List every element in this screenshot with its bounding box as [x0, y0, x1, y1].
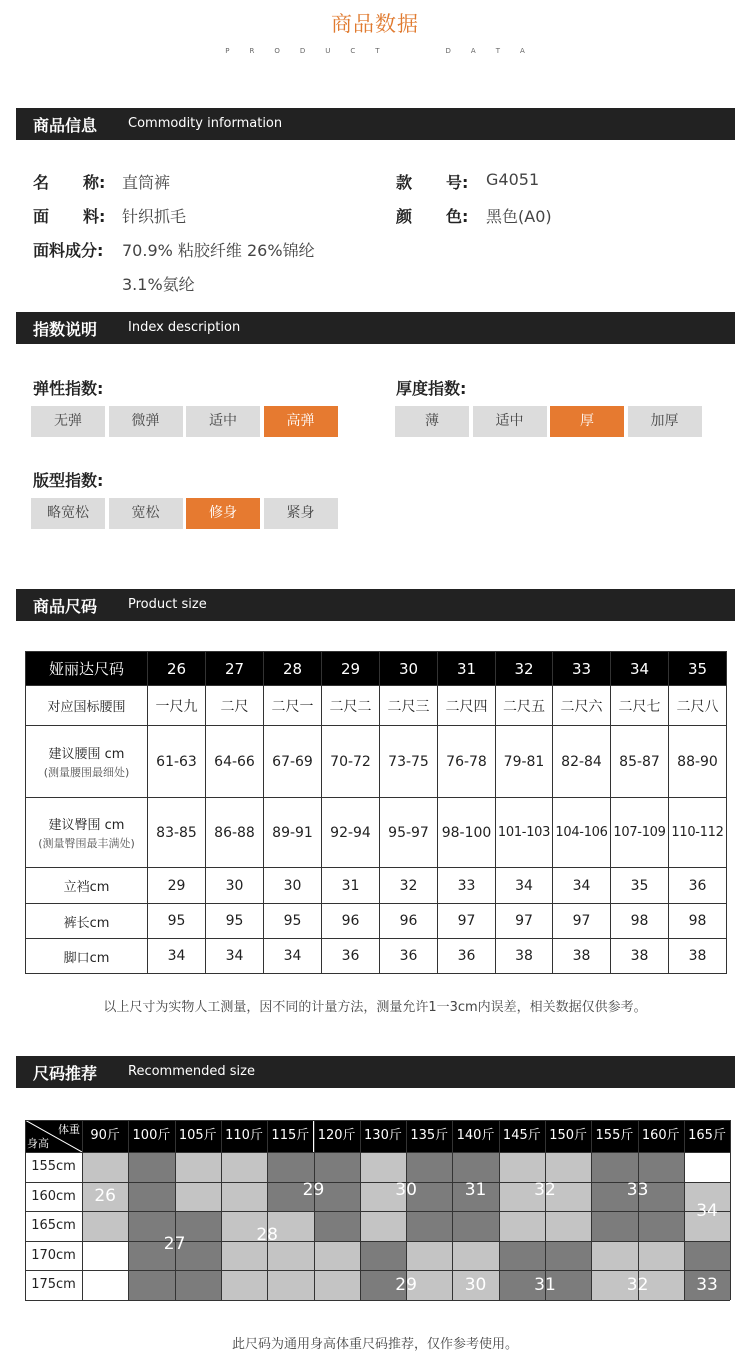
weight-header: 160斤	[638, 1120, 684, 1152]
grid-cell	[406, 1211, 453, 1241]
grid-cell	[452, 1152, 499, 1182]
size-table-cell: 一尺九	[148, 686, 206, 726]
size-table-cell: 36	[669, 868, 727, 904]
size-table-cell: 97	[496, 904, 553, 939]
size-table-header-cell: 29	[322, 652, 380, 686]
size-table-cell: 85-87	[611, 726, 669, 798]
elasticity-option: 无弹	[31, 406, 105, 437]
grid-line	[221, 1120, 222, 1300]
size-table-cell: 86-88	[206, 798, 264, 868]
section-title-en: Index description	[128, 320, 241, 335]
grid-line	[25, 1241, 730, 1242]
size-table-row-label: 裤长cm	[26, 904, 148, 939]
size-table-cell: 31	[322, 868, 380, 904]
grid-cell	[638, 1152, 685, 1182]
size-table-row-label: 脚口cm	[26, 939, 148, 974]
size-table-cell: 38	[553, 939, 611, 974]
size-table-cell: 32	[380, 868, 438, 904]
composition-label: 面料成分:	[33, 241, 104, 260]
composition-value-line1: 70.9% 粘胶纤维 26%锦纶	[122, 241, 315, 260]
section-title-zh: 指数说明	[33, 320, 98, 339]
weight-header: 140斤	[452, 1120, 498, 1152]
size-table-header-cell: 34	[611, 652, 669, 686]
grid-cell	[360, 1211, 407, 1241]
name-value: 直筒裤	[122, 173, 171, 192]
elasticity-title: 弹性指数:	[33, 379, 104, 398]
fit-option: 紧身	[264, 498, 338, 529]
grid-line	[638, 1120, 639, 1300]
weight-header: 135斤	[406, 1120, 452, 1152]
size-table-header-cell: 32	[496, 652, 553, 686]
section-title-en: Recommended size	[128, 1064, 255, 1079]
size-table-cell: 30	[206, 868, 264, 904]
size-table-row-label: 建议臀围 cm (测量臀围最丰满处)	[26, 798, 148, 868]
size-table-cell: 97	[438, 904, 496, 939]
fit-option: 略宽松	[31, 498, 105, 529]
grid-cell	[545, 1211, 592, 1241]
size-table-cell: 88-90	[669, 726, 727, 798]
size-table-cell: 107-109	[611, 798, 669, 868]
height-label: 175cm	[25, 1270, 82, 1300]
thickness-option: 加厚	[628, 406, 702, 437]
size-table-cell: 67-69	[264, 726, 322, 798]
grid-cell	[499, 1211, 546, 1241]
grid-cell	[221, 1152, 268, 1182]
size-table-header-cell: 28	[264, 652, 322, 686]
grid-cell	[314, 1270, 361, 1300]
grid-cell	[82, 1152, 129, 1182]
size-table-cell: 36	[438, 939, 496, 974]
section-header-recommend	[16, 1056, 735, 1088]
size-table	[25, 651, 727, 974]
section-title-zh: 尺码推荐	[33, 1064, 98, 1083]
grid-cell	[499, 1152, 546, 1182]
height-label: 155cm	[25, 1152, 82, 1182]
recommended-size-label: 30	[395, 1180, 417, 1201]
recommended-size-label: 32	[534, 1180, 556, 1201]
recommended-size-label: 27	[163, 1233, 186, 1254]
size-table-cell: 34	[206, 939, 264, 974]
grid-cell	[499, 1241, 546, 1271]
size-table-cell: 34	[553, 868, 611, 904]
size-table-cell: 76-78	[438, 726, 496, 798]
size-table-header-cell: 娅丽达尺码	[26, 652, 148, 686]
recommended-size-label: 33	[696, 1275, 718, 1296]
corner-weight-label: 体重	[58, 1123, 80, 1136]
subtitle-letter: D	[299, 47, 306, 55]
grid-cell	[267, 1270, 314, 1300]
size-table-cell: 36	[322, 939, 380, 974]
recommended-size-label: 26	[94, 1186, 116, 1207]
size-table-cell: 38	[496, 939, 553, 974]
size-table-cell: 82-84	[553, 726, 611, 798]
grid-line	[25, 1152, 730, 1153]
size-table-row-label: 对应国标腰围	[26, 686, 148, 726]
size-table-cell: 二尺二	[322, 686, 380, 726]
fit-option: 修身	[186, 498, 260, 529]
subtitle-letter: R	[249, 47, 255, 55]
grid-line	[267, 1120, 268, 1300]
grid-cell	[267, 1152, 314, 1182]
size-table-cell: 二尺	[206, 686, 264, 726]
grid-cell	[267, 1241, 314, 1271]
subtitle-letter: D	[445, 47, 451, 55]
size-table-cell: 97	[553, 904, 611, 939]
size-table-cell: 73-75	[380, 726, 438, 798]
size-table-cell: 29	[148, 868, 206, 904]
subtitle-letter: A	[470, 47, 476, 55]
size-table-cell: 95	[264, 904, 322, 939]
grid-cell	[128, 1182, 175, 1212]
grid-cell	[684, 1241, 731, 1271]
subtitle-letter: O	[274, 47, 280, 55]
grid-cell	[128, 1152, 175, 1182]
thickness-title: 厚度指数:	[396, 379, 467, 398]
weight-header: 120斤	[314, 1120, 360, 1152]
grid-cell	[360, 1241, 407, 1271]
size-table-cell: 33	[438, 868, 496, 904]
size-table-header-cell: 30	[380, 652, 438, 686]
recommended-size-label: 31	[464, 1180, 487, 1201]
grid-line	[545, 1120, 546, 1300]
recommended-size-label: 30	[464, 1275, 487, 1296]
grid-cell	[684, 1152, 731, 1182]
size-table-cell: 96	[322, 904, 380, 939]
grid-cell	[175, 1270, 222, 1300]
grid-cell	[314, 1211, 361, 1241]
composition-value-line2: 3.1%氨纶	[122, 275, 195, 294]
size-table-cell: 79-81	[496, 726, 553, 798]
subtitle-letter: P	[225, 47, 230, 55]
size-table-row	[26, 726, 727, 798]
size-table-row-label: 建议腰围 cm (测量腰围最细处)	[26, 726, 148, 798]
grid-line	[406, 1120, 407, 1300]
size-table-row	[26, 904, 727, 939]
grid-cell	[128, 1270, 175, 1300]
weight-header: 150斤	[545, 1120, 591, 1152]
section-header-index	[16, 312, 735, 344]
grid-line	[25, 1211, 730, 1212]
grid-line	[82, 1120, 83, 1300]
fabric-value: 针织抓毛	[122, 207, 187, 226]
elasticity-option: 微弹	[109, 406, 183, 437]
size-table-cell: 95	[206, 904, 264, 939]
size-recommendation-grid	[25, 1120, 725, 1300]
grid-cell	[591, 1152, 638, 1182]
height-label: 165cm	[25, 1211, 82, 1241]
grid-cell	[314, 1152, 361, 1182]
size-note: 以上尺寸为实物人工测量，因不同的计量方法，测量允许1一3cm内误差，相关数据仅供参考。	[103, 1000, 647, 1015]
elasticity-option: 高弹	[264, 406, 338, 437]
subtitle-letter: C	[350, 47, 356, 55]
size-table-header-cell: 35	[669, 652, 727, 686]
subtitle-letter: T	[495, 47, 500, 55]
grid-cell	[221, 1241, 268, 1271]
size-table-cell: 101-103	[496, 798, 553, 868]
grid-cell	[452, 1241, 499, 1271]
grid-cell	[545, 1152, 592, 1182]
fit-title: 版型指数:	[33, 471, 104, 490]
recommended-size-label: 32	[626, 1275, 649, 1296]
size-table-cell: 34	[264, 939, 322, 974]
recommend-note: 此尺码为通用身高体重尺码推荐，仅作参考使用。	[231, 1337, 518, 1352]
section-title-en: Commodity information	[128, 116, 283, 131]
name-label: 名 称:	[33, 173, 106, 192]
size-table-cell: 95-97	[380, 798, 438, 868]
grid-cell	[175, 1182, 222, 1212]
size-table-cell: 34	[148, 939, 206, 974]
size-table-cell: 70-72	[322, 726, 380, 798]
grid-cell	[82, 1211, 129, 1241]
subtitle-letter: T	[375, 47, 380, 55]
grid-cell	[82, 1270, 129, 1300]
grid-line	[128, 1120, 129, 1300]
style-label: 款 号:	[396, 173, 469, 192]
recommended-size-label: 31	[534, 1275, 556, 1296]
size-table-cell: 二尺八	[669, 686, 727, 726]
grid-cell	[82, 1241, 129, 1271]
weight-header: 100斤	[128, 1120, 174, 1152]
weight-header: 155斤	[591, 1120, 637, 1152]
size-table-cell: 96	[380, 904, 438, 939]
size-table-row	[26, 686, 727, 726]
page-subtitle	[0, 47, 750, 55]
weight-header: 145斤	[499, 1120, 545, 1152]
section-header-size	[16, 589, 735, 621]
size-table-cell: 104-106	[553, 798, 611, 868]
grid-cell	[175, 1152, 222, 1182]
color-label: 颜 色:	[396, 207, 469, 226]
grid-line	[25, 1300, 730, 1301]
grid-cell	[638, 1241, 685, 1271]
height-label: 160cm	[25, 1182, 82, 1212]
grid-cell	[406, 1241, 453, 1271]
grid-line	[25, 1270, 730, 1271]
grid-cell	[221, 1270, 268, 1300]
fit-option: 宽松	[109, 498, 183, 529]
grid-line	[360, 1120, 361, 1300]
style-value: G4051	[486, 170, 540, 189]
grid-cell	[406, 1152, 453, 1182]
size-table-cell: 二尺六	[553, 686, 611, 726]
subtitle-letter: A	[519, 47, 525, 55]
thickness-option: 厚	[550, 406, 624, 437]
grid-cell	[591, 1241, 638, 1271]
size-table-header-cell: 27	[206, 652, 264, 686]
size-table-cell: 98	[669, 904, 727, 939]
grid-line	[452, 1120, 453, 1300]
grid-line	[175, 1120, 176, 1300]
fabric-label: 面 料:	[33, 207, 106, 226]
size-table-cell: 二尺三	[380, 686, 438, 726]
size-table-row	[26, 798, 727, 868]
weight-header: 110斤	[221, 1120, 267, 1152]
weight-header: 90斤	[82, 1120, 128, 1152]
size-table-cell: 38	[669, 939, 727, 974]
size-table-cell: 34	[496, 868, 553, 904]
size-table-cell: 83-85	[148, 798, 206, 868]
grid-line	[25, 1120, 26, 1300]
size-table-header-cell: 31	[438, 652, 496, 686]
elasticity-option: 适中	[186, 406, 260, 437]
recommended-size-label: 29	[302, 1180, 325, 1201]
corner-height-label: 身高	[27, 1137, 49, 1150]
page-title: 商品数据	[331, 12, 419, 36]
section-title-en: Product size	[128, 597, 207, 612]
size-table-cell: 95	[148, 904, 206, 939]
grid-cell	[314, 1241, 361, 1271]
size-table-cell: 35	[611, 868, 669, 904]
subtitle-letter: U	[325, 47, 331, 55]
grid-corner	[25, 1120, 82, 1152]
weight-header: 105斤	[175, 1120, 221, 1152]
size-table-cell: 92-94	[322, 798, 380, 868]
size-table-header-cell: 33	[553, 652, 611, 686]
size-table-cell: 89-91	[264, 798, 322, 868]
thickness-option: 薄	[395, 406, 469, 437]
weight-header: 130斤	[360, 1120, 406, 1152]
size-table-header-cell: 26	[148, 652, 206, 686]
grid-line	[314, 1120, 315, 1300]
size-table-cell: 二尺五	[496, 686, 553, 726]
size-table-cell: 二尺七	[611, 686, 669, 726]
thickness-option: 适中	[473, 406, 547, 437]
grid-cell	[452, 1211, 499, 1241]
grid-cell	[545, 1241, 592, 1271]
size-table-row	[26, 868, 727, 904]
grid-cell	[221, 1182, 268, 1212]
section-title-zh: 商品尺码	[33, 597, 98, 616]
recommended-size-label: 33	[626, 1180, 649, 1201]
recommended-size-label: 28	[256, 1224, 278, 1245]
size-table-cell: 38	[611, 939, 669, 974]
size-table-cell: 61-63	[148, 726, 206, 798]
recommended-size-label: 34	[696, 1201, 718, 1222]
size-table-header	[26, 652, 727, 686]
recommended-size-label: 29	[395, 1275, 417, 1296]
height-label: 170cm	[25, 1241, 82, 1271]
grid-line	[591, 1120, 592, 1300]
size-table-cell: 二尺一	[264, 686, 322, 726]
size-table-cell: 64-66	[206, 726, 264, 798]
section-header-commodity	[16, 108, 735, 140]
size-table-row	[26, 939, 727, 974]
grid-cell	[360, 1152, 407, 1182]
size-table-row-label: 立裆cm	[26, 868, 148, 904]
size-table-cell: 98-100	[438, 798, 496, 868]
section-title-zh: 商品信息	[33, 116, 98, 135]
grid-cell	[591, 1211, 638, 1241]
size-table-cell: 36	[380, 939, 438, 974]
weight-header: 165斤	[684, 1120, 730, 1152]
size-table-cell: 二尺四	[438, 686, 496, 726]
size-table-cell: 98	[611, 904, 669, 939]
grid-line	[499, 1120, 500, 1300]
grid-line	[25, 1120, 730, 1121]
weight-header: 115斤	[267, 1120, 313, 1152]
size-table-cell: 30	[264, 868, 322, 904]
size-table-cell: 110-112	[669, 798, 727, 868]
color-value: 黑色(A0)	[486, 207, 552, 226]
